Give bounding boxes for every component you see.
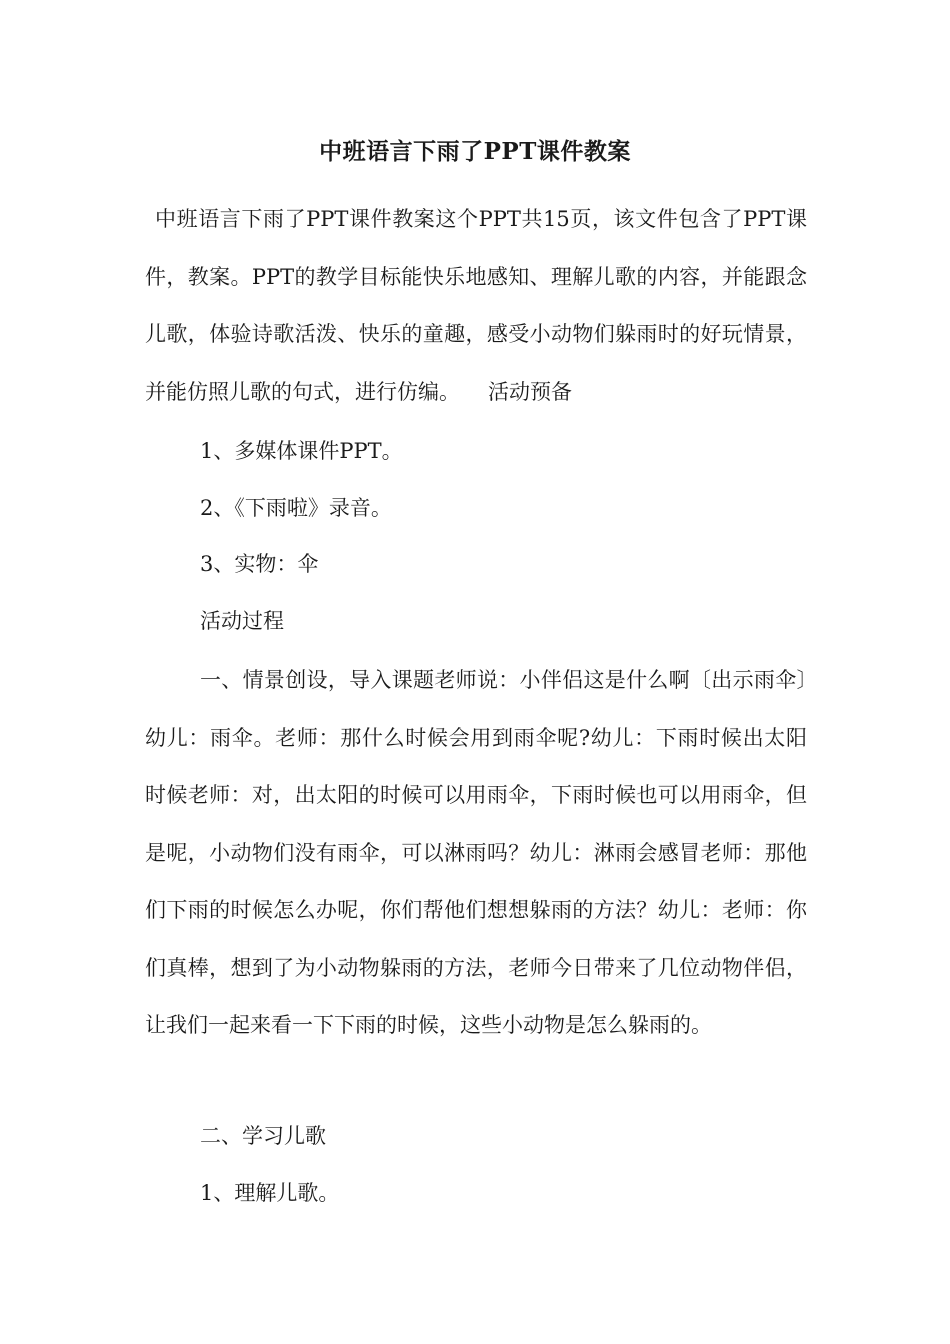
intro-paragraph — [145, 191, 807, 421]
section-one-paragraph: 一、情景创设，导入课题老师说：小伴侣这是什么啊〔出示雨伞〕幼儿：雨伞。老师：那什么时候会用到雨伞呢?幼儿：下雨时候出太阳时候老师：对，出太阳的时候可以用雨伞，下雨时候也可以用雨伞，但是呢，小动物们没有雨伞，可以淋雨吗？幼儿：淋雨会感冒老师：那他们下雨的时候怎么办呢，你们帮他们想想躲雨的方法？幼儿：老师：你们真棒，想到了为小动物躲雨的方法，老师今日带来了几位动物伴侣，让我们一起来看一下下雨的时候，这些小动物是怎么躲雨的。 — [145, 668, 807, 1037]
section-two-heading: 二、学习儿歌 — [200, 1124, 326, 1148]
sub-item-1: 1、理解儿歌。 — [200, 1181, 340, 1205]
intro-tail: 活动预备 — [488, 379, 572, 404]
prep-item-3: 3、实物：伞 — [200, 552, 319, 576]
prep-item-1: 1、多媒体课件PPT。 — [200, 439, 403, 463]
process-heading: 活动过程 — [200, 609, 284, 633]
prep-item-2: 2、《下雨啦》录音。 — [200, 496, 392, 520]
document-title: 中班语言下雨了PPT课件教案 — [319, 138, 631, 165]
intro-text: 中班语言下雨了PPT课件教案这个PPT共15页，该文件包含了PPT课件，教案。PPT的教学目标能快乐地感知、理解儿歌的内容，并能跟念儿歌，体验诗歌活泼、快乐的童趣，感受小动物们躲雨时的好玩情景，并能仿照儿歌的句式，进行仿编。 — [145, 207, 807, 404]
